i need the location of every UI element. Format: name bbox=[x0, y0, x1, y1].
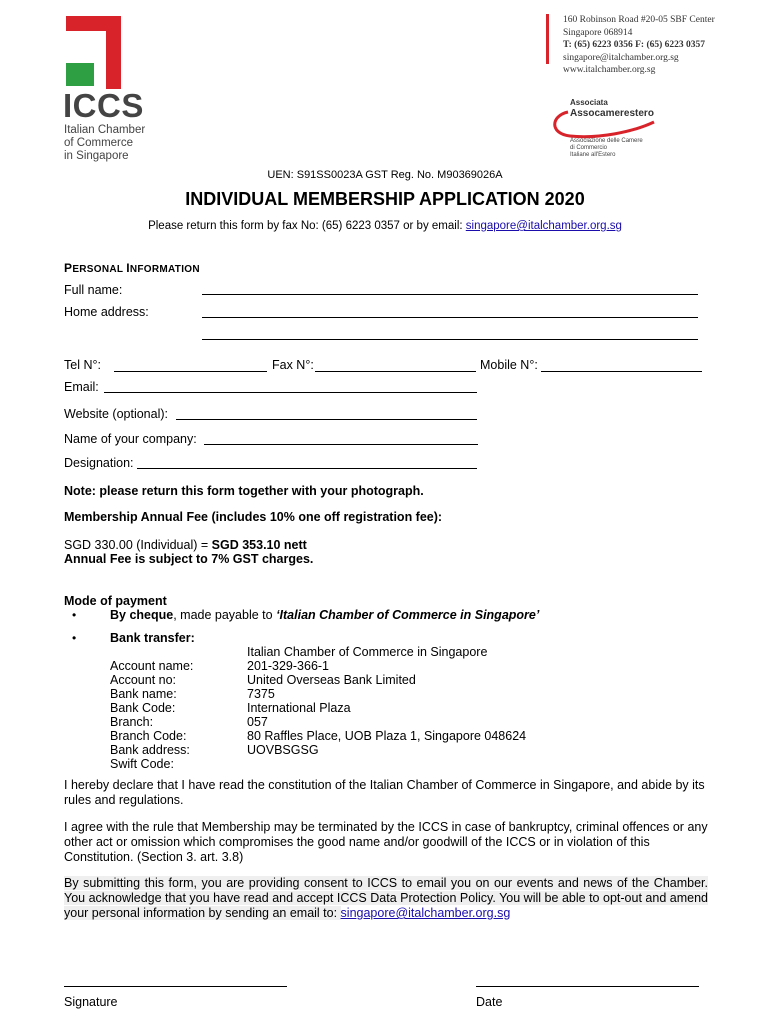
assoc-top-text: Associata bbox=[570, 98, 608, 107]
photo-note: Note: please return this form together with your photograph. bbox=[64, 484, 424, 498]
date-field[interactable] bbox=[476, 986, 699, 987]
designation-label: Designation: bbox=[64, 456, 134, 470]
full-name-label: Full name: bbox=[64, 283, 123, 297]
bank-labels: Account name: Account no: Bank name: Bank Code: Branch: Branch Code: Bank address: Swift Code: bbox=[110, 659, 194, 771]
home-address-field-2[interactable] bbox=[202, 339, 698, 340]
home-address-field-1[interactable] bbox=[202, 317, 698, 318]
tel-label: Tel N°: bbox=[64, 358, 101, 372]
consent-email-link[interactable]: singapore@italchamber.org.sg bbox=[340, 906, 511, 920]
return-instructions: Please return this form by fax No: (65) 6223 0357 or by email: singapore@italchamber.org.sg bbox=[148, 220, 622, 232]
signature-field[interactable] bbox=[64, 986, 287, 987]
fax-label: Fax N°: bbox=[272, 358, 314, 372]
logo-green-block bbox=[66, 63, 94, 86]
date-label: Date bbox=[476, 995, 503, 1009]
signature-label: Signature bbox=[64, 995, 118, 1009]
bank-transfer-heading: Bank transfer: bbox=[110, 631, 195, 645]
address-accent-bar bbox=[546, 14, 549, 64]
assoc-sub-text: Associazione delle Camere di Commercio Italiane all'Estero bbox=[570, 138, 643, 158]
tel-field[interactable] bbox=[114, 371, 267, 372]
email-label: Email: bbox=[64, 380, 99, 394]
fax-field[interactable] bbox=[315, 371, 476, 372]
home-address-label: Home address: bbox=[64, 305, 149, 319]
logo-subtitle: Italian Chamber of Commerce in Singapore bbox=[64, 124, 146, 162]
return-email-link[interactable]: singapore@italchamber.org.sg bbox=[465, 220, 622, 232]
designation-field[interactable] bbox=[137, 468, 477, 469]
company-label: Name of your company: bbox=[64, 432, 197, 446]
personal-info-heading: PERSONAL INFORMATION bbox=[64, 261, 200, 275]
bullet-icon: • bbox=[72, 608, 77, 622]
chamber-address: 160 Robinson Road #20-05 SBF Center Singapore 068914 T: (65) 6223 0356 F: (65) 6223 0357 singapore@italchamber.org.sg www.italchamber.org.sg bbox=[563, 15, 715, 75]
gst-note: Annual Fee is subject to 7% GST charges. bbox=[64, 552, 314, 566]
website-label: Website (optional): bbox=[64, 407, 168, 421]
cheque-option: By cheque, made payable to ‘Italian Chamber of Commerce in Singapore’ bbox=[110, 608, 540, 622]
bullet-icon: • bbox=[72, 631, 77, 645]
website-field[interactable] bbox=[176, 419, 477, 420]
payment-heading: Mode of payment bbox=[64, 594, 167, 608]
agreement-paragraph: I agree with the rule that Membership may be terminated by the ICCS in case of bankruptcy, criminal offences or any other act or omission which compromises the good name and/or goodwill of the ICCS or in violation of this Constitution. (Section 3. art. 3.8) bbox=[64, 820, 708, 864]
consent-paragraph: By submitting this form, you are providing consent to ICCS to email you on our events and news of the Chamber. You acknowledge that you have read and accept ICCS Data Protection Policy. You will be able to opt-out and amend your personal information by sending an email to: singapore@italchamber.org.sg bbox=[64, 876, 708, 920]
mobile-field[interactable] bbox=[541, 371, 702, 372]
full-name-field[interactable] bbox=[202, 294, 698, 295]
assoc-main-text: Assocamerestero bbox=[570, 108, 654, 119]
company-field[interactable] bbox=[204, 444, 478, 445]
fee-line: SGD 330.00 (Individual) = SGD 353.10 nett bbox=[64, 538, 307, 552]
logo-text: ICCS bbox=[63, 87, 144, 124]
page-title: INDIVIDUAL MEMBERSHIP APPLICATION 2020 bbox=[185, 189, 585, 209]
mobile-label: Mobile N°: bbox=[480, 358, 538, 372]
declaration-paragraph: I hereby declare that I have read the constitution of the Italian Chamber of Commerce in Singapore, and abide by its rules and regulations. bbox=[64, 778, 705, 807]
bank-values: Italian Chamber of Commerce in Singapore 201-329-366-1 United Overseas Bank Limited 7375 International Plaza 057 80 Raffles Place, UOB Plaza 1, Singapore 048624 UOVBSGSG bbox=[247, 645, 527, 757]
email-field[interactable] bbox=[104, 392, 477, 393]
uen-gst-line: UEN: S91SS0023A GST Reg. No. M90369026A bbox=[267, 169, 503, 181]
fee-heading: Membership Annual Fee (includes 10% one off registration fee): bbox=[64, 510, 443, 524]
